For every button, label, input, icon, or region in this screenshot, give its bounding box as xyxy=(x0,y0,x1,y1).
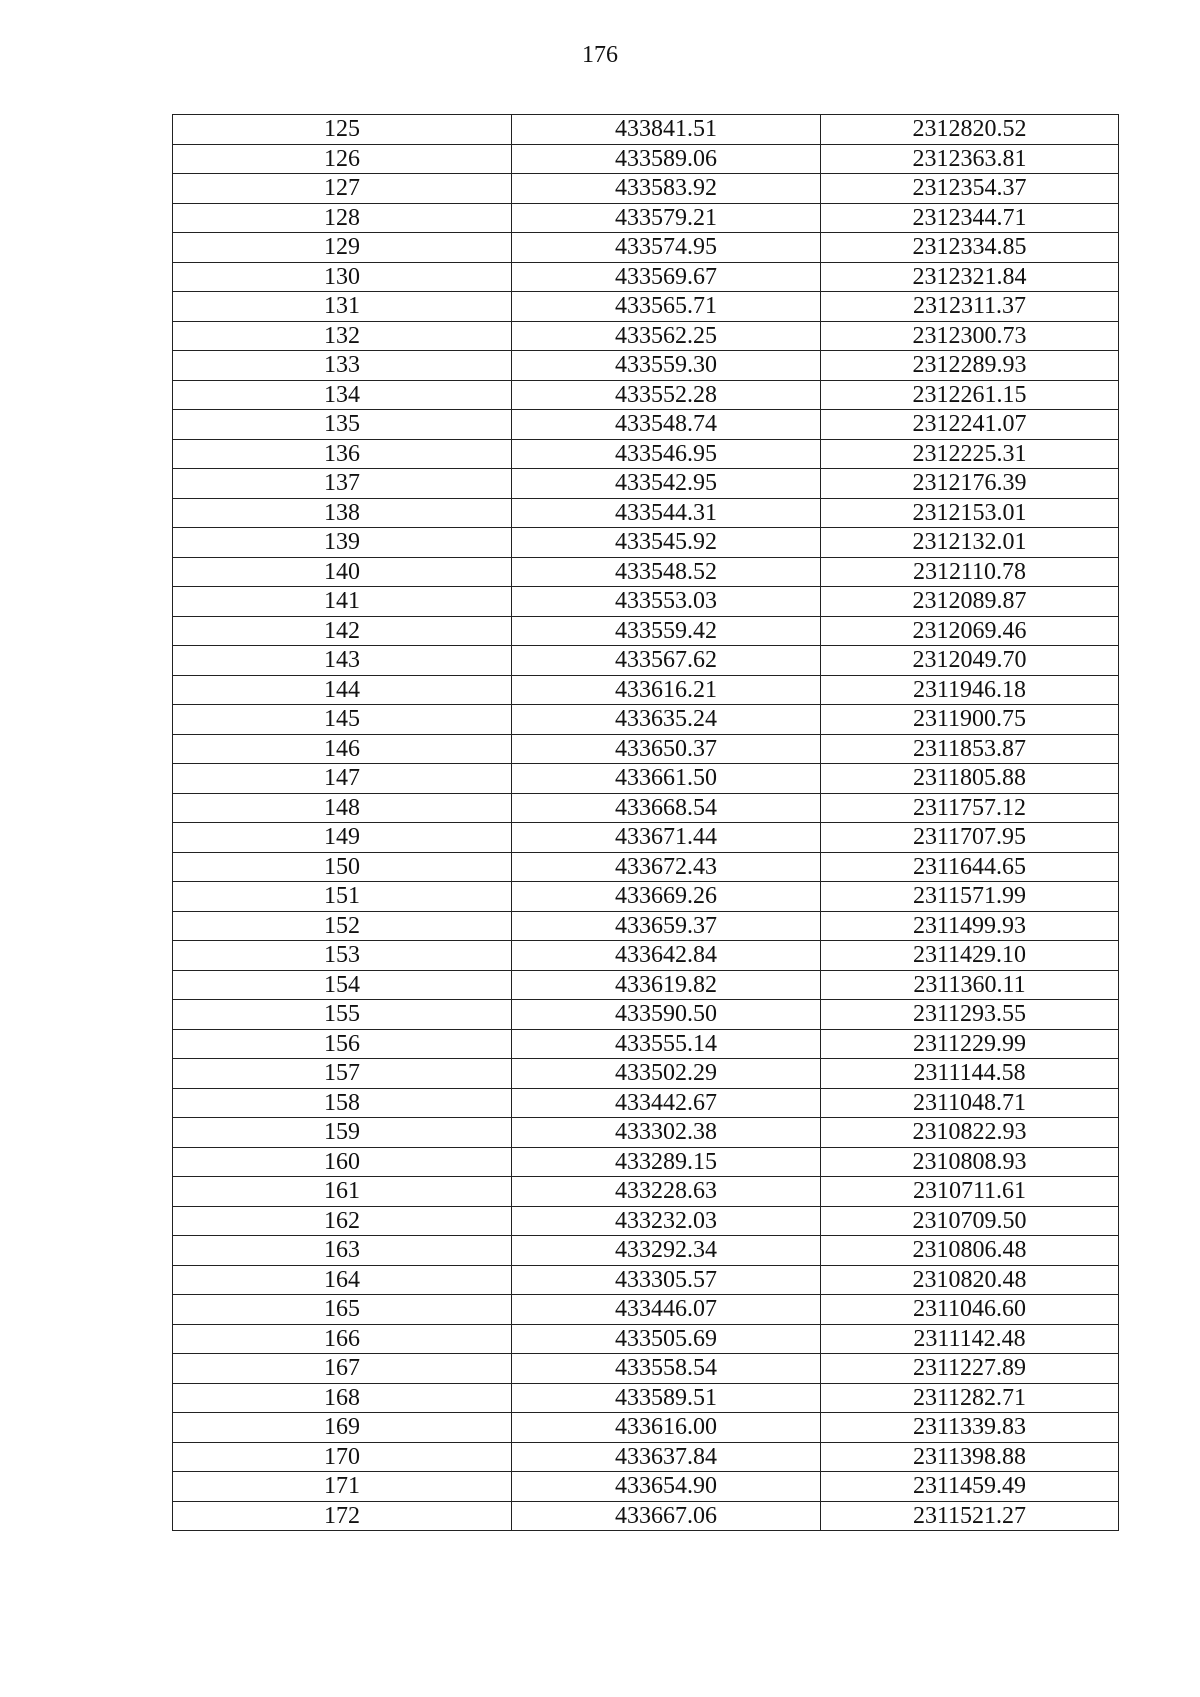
y-coordinate-cell: 2312261.15 xyxy=(821,380,1119,410)
point-number-cell: 172 xyxy=(173,1501,512,1531)
x-coordinate-cell: 433446.07 xyxy=(512,1295,821,1325)
point-number-cell: 130 xyxy=(173,262,512,292)
y-coordinate-cell: 2311227.89 xyxy=(821,1354,1119,1384)
x-coordinate-cell: 433545.92 xyxy=(512,528,821,558)
y-coordinate-cell: 2312241.07 xyxy=(821,410,1119,440)
point-number-cell: 159 xyxy=(173,1118,512,1148)
y-coordinate-cell: 2311644.65 xyxy=(821,852,1119,882)
table-row xyxy=(173,203,1119,233)
x-coordinate-cell: 433502.29 xyxy=(512,1059,821,1089)
table-row xyxy=(173,174,1119,204)
x-coordinate-cell: 433669.26 xyxy=(512,882,821,912)
table-row xyxy=(173,1354,1119,1384)
point-number-cell: 134 xyxy=(173,380,512,410)
y-coordinate-cell: 2310822.93 xyxy=(821,1118,1119,1148)
point-number-cell: 163 xyxy=(173,1236,512,1266)
table-row xyxy=(173,587,1119,617)
x-coordinate-cell: 433548.52 xyxy=(512,557,821,587)
x-coordinate-cell: 433228.63 xyxy=(512,1177,821,1207)
x-coordinate-cell: 433544.31 xyxy=(512,498,821,528)
y-coordinate-cell: 2312354.37 xyxy=(821,174,1119,204)
x-coordinate-cell: 433442.67 xyxy=(512,1088,821,1118)
coordinates-table-body xyxy=(173,115,1119,1531)
point-number-cell: 146 xyxy=(173,734,512,764)
table-row xyxy=(173,380,1119,410)
table-row xyxy=(173,734,1119,764)
table-row xyxy=(173,1088,1119,1118)
point-number-cell: 125 xyxy=(173,115,512,145)
y-coordinate-cell: 2311282.71 xyxy=(821,1383,1119,1413)
table-row xyxy=(173,941,1119,971)
x-coordinate-cell: 433616.00 xyxy=(512,1413,821,1443)
table-row xyxy=(173,646,1119,676)
table-row xyxy=(173,852,1119,882)
point-number-cell: 128 xyxy=(173,203,512,233)
x-coordinate-cell: 433569.67 xyxy=(512,262,821,292)
x-coordinate-cell: 433558.54 xyxy=(512,1354,821,1384)
point-number-cell: 131 xyxy=(173,292,512,322)
y-coordinate-cell: 2312334.85 xyxy=(821,233,1119,263)
point-number-cell: 150 xyxy=(173,852,512,882)
point-number-cell: 142 xyxy=(173,616,512,646)
table-row xyxy=(173,144,1119,174)
y-coordinate-cell: 2311459.49 xyxy=(821,1472,1119,1502)
table-row xyxy=(173,970,1119,1000)
table-row xyxy=(173,1383,1119,1413)
table-row xyxy=(173,262,1119,292)
x-coordinate-cell: 433589.51 xyxy=(512,1383,821,1413)
y-coordinate-cell: 2312344.71 xyxy=(821,203,1119,233)
y-coordinate-cell: 2312289.93 xyxy=(821,351,1119,381)
point-number-cell: 167 xyxy=(173,1354,512,1384)
y-coordinate-cell: 2311293.55 xyxy=(821,1000,1119,1030)
y-coordinate-cell: 2312089.87 xyxy=(821,587,1119,617)
point-number-cell: 158 xyxy=(173,1088,512,1118)
table-row xyxy=(173,705,1119,735)
point-number-cell: 153 xyxy=(173,941,512,971)
point-number-cell: 152 xyxy=(173,911,512,941)
x-coordinate-cell: 433232.03 xyxy=(512,1206,821,1236)
point-number-cell: 166 xyxy=(173,1324,512,1354)
point-number-cell: 171 xyxy=(173,1472,512,1502)
x-coordinate-cell: 433841.51 xyxy=(512,115,821,145)
y-coordinate-cell: 2312110.78 xyxy=(821,557,1119,587)
x-coordinate-cell: 433590.50 xyxy=(512,1000,821,1030)
point-number-cell: 133 xyxy=(173,351,512,381)
y-coordinate-cell: 2310709.50 xyxy=(821,1206,1119,1236)
y-coordinate-cell: 2311360.11 xyxy=(821,970,1119,1000)
table-row xyxy=(173,410,1119,440)
x-coordinate-cell: 433619.82 xyxy=(512,970,821,1000)
x-coordinate-cell: 433672.43 xyxy=(512,852,821,882)
y-coordinate-cell: 2312321.84 xyxy=(821,262,1119,292)
x-coordinate-cell: 433553.03 xyxy=(512,587,821,617)
x-coordinate-cell: 433654.90 xyxy=(512,1472,821,1502)
y-coordinate-cell: 2311521.27 xyxy=(821,1501,1119,1531)
point-number-cell: 161 xyxy=(173,1177,512,1207)
point-number-cell: 156 xyxy=(173,1029,512,1059)
point-number-cell: 169 xyxy=(173,1413,512,1443)
x-coordinate-cell: 433589.06 xyxy=(512,144,821,174)
table-row xyxy=(173,1236,1119,1266)
point-number-cell: 168 xyxy=(173,1383,512,1413)
y-coordinate-cell: 2311142.48 xyxy=(821,1324,1119,1354)
table-row xyxy=(173,1029,1119,1059)
table-row xyxy=(173,1265,1119,1295)
y-coordinate-cell: 2312132.01 xyxy=(821,528,1119,558)
table-row xyxy=(173,321,1119,351)
x-coordinate-cell: 433642.84 xyxy=(512,941,821,971)
x-coordinate-cell: 433559.30 xyxy=(512,351,821,381)
y-coordinate-cell: 2311853.87 xyxy=(821,734,1119,764)
x-coordinate-cell: 433542.95 xyxy=(512,469,821,499)
y-coordinate-cell: 2311805.88 xyxy=(821,764,1119,794)
y-coordinate-cell: 2312069.46 xyxy=(821,616,1119,646)
x-coordinate-cell: 433548.74 xyxy=(512,410,821,440)
x-coordinate-cell: 433574.95 xyxy=(512,233,821,263)
x-coordinate-cell: 433302.38 xyxy=(512,1118,821,1148)
y-coordinate-cell: 2311339.83 xyxy=(821,1413,1119,1443)
y-coordinate-cell: 2311046.60 xyxy=(821,1295,1119,1325)
y-coordinate-cell: 2311946.18 xyxy=(821,675,1119,705)
point-number-cell: 141 xyxy=(173,587,512,617)
x-coordinate-cell: 433635.24 xyxy=(512,705,821,735)
point-number-cell: 170 xyxy=(173,1442,512,1472)
x-coordinate-cell: 433671.44 xyxy=(512,823,821,853)
x-coordinate-cell: 433667.06 xyxy=(512,1501,821,1531)
x-coordinate-cell: 433505.69 xyxy=(512,1324,821,1354)
x-coordinate-cell: 433289.15 xyxy=(512,1147,821,1177)
table-row xyxy=(173,823,1119,853)
y-coordinate-cell: 2310806.48 xyxy=(821,1236,1119,1266)
y-coordinate-cell: 2311429.10 xyxy=(821,941,1119,971)
table-row xyxy=(173,1501,1119,1531)
point-number-cell: 127 xyxy=(173,174,512,204)
x-coordinate-cell: 433552.28 xyxy=(512,380,821,410)
y-coordinate-cell: 2312820.52 xyxy=(821,115,1119,145)
x-coordinate-cell: 433567.62 xyxy=(512,646,821,676)
x-coordinate-cell: 433559.42 xyxy=(512,616,821,646)
table-row xyxy=(173,616,1119,646)
table-row xyxy=(173,1442,1119,1472)
x-coordinate-cell: 433583.92 xyxy=(512,174,821,204)
table-row xyxy=(173,469,1119,499)
point-number-cell: 147 xyxy=(173,764,512,794)
coordinates-table xyxy=(172,114,1119,1531)
table-row xyxy=(173,439,1119,469)
y-coordinate-cell: 2312300.73 xyxy=(821,321,1119,351)
x-coordinate-cell: 433555.14 xyxy=(512,1029,821,1059)
y-coordinate-cell: 2311144.58 xyxy=(821,1059,1119,1089)
table-row xyxy=(173,1118,1119,1148)
point-number-cell: 135 xyxy=(173,410,512,440)
y-coordinate-cell: 2310808.93 xyxy=(821,1147,1119,1177)
point-number-cell: 139 xyxy=(173,528,512,558)
point-number-cell: 149 xyxy=(173,823,512,853)
table-row xyxy=(173,1177,1119,1207)
page-number: 176 xyxy=(582,42,618,68)
table-row xyxy=(173,1206,1119,1236)
table-row xyxy=(173,292,1119,322)
y-coordinate-cell: 2311707.95 xyxy=(821,823,1119,853)
x-coordinate-cell: 433546.95 xyxy=(512,439,821,469)
point-number-cell: 157 xyxy=(173,1059,512,1089)
point-number-cell: 162 xyxy=(173,1206,512,1236)
y-coordinate-cell: 2311499.93 xyxy=(821,911,1119,941)
table-row xyxy=(173,1059,1119,1089)
point-number-cell: 126 xyxy=(173,144,512,174)
point-number-cell: 143 xyxy=(173,646,512,676)
point-number-cell: 140 xyxy=(173,557,512,587)
y-coordinate-cell: 2311900.75 xyxy=(821,705,1119,735)
table-row xyxy=(173,233,1119,263)
point-number-cell: 151 xyxy=(173,882,512,912)
table-row xyxy=(173,351,1119,381)
x-coordinate-cell: 433659.37 xyxy=(512,911,821,941)
table-row xyxy=(173,764,1119,794)
table-row xyxy=(173,882,1119,912)
table-row xyxy=(173,528,1119,558)
table-row xyxy=(173,911,1119,941)
x-coordinate-cell: 433305.57 xyxy=(512,1265,821,1295)
table-row xyxy=(173,1472,1119,1502)
y-coordinate-cell: 2311571.99 xyxy=(821,882,1119,912)
point-number-cell: 132 xyxy=(173,321,512,351)
point-number-cell: 164 xyxy=(173,1265,512,1295)
table-row xyxy=(173,1147,1119,1177)
y-coordinate-cell: 2312176.39 xyxy=(821,469,1119,499)
x-coordinate-cell: 433565.71 xyxy=(512,292,821,322)
point-number-cell: 155 xyxy=(173,1000,512,1030)
point-number-cell: 160 xyxy=(173,1147,512,1177)
table-row xyxy=(173,1295,1119,1325)
table-row xyxy=(173,1324,1119,1354)
point-number-cell: 165 xyxy=(173,1295,512,1325)
y-coordinate-cell: 2310711.61 xyxy=(821,1177,1119,1207)
y-coordinate-cell: 2312153.01 xyxy=(821,498,1119,528)
point-number-cell: 129 xyxy=(173,233,512,263)
y-coordinate-cell: 2312225.31 xyxy=(821,439,1119,469)
table-row xyxy=(173,1413,1119,1443)
x-coordinate-cell: 433668.54 xyxy=(512,793,821,823)
point-number-cell: 137 xyxy=(173,469,512,499)
y-coordinate-cell: 2311048.71 xyxy=(821,1088,1119,1118)
y-coordinate-cell: 2312363.81 xyxy=(821,144,1119,174)
table-row xyxy=(173,557,1119,587)
table-row xyxy=(173,115,1119,145)
y-coordinate-cell: 2311398.88 xyxy=(821,1442,1119,1472)
table-row xyxy=(173,675,1119,705)
point-number-cell: 145 xyxy=(173,705,512,735)
x-coordinate-cell: 433292.34 xyxy=(512,1236,821,1266)
y-coordinate-cell: 2311757.12 xyxy=(821,793,1119,823)
point-number-cell: 148 xyxy=(173,793,512,823)
x-coordinate-cell: 433650.37 xyxy=(512,734,821,764)
y-coordinate-cell: 2312311.37 xyxy=(821,292,1119,322)
x-coordinate-cell: 433562.25 xyxy=(512,321,821,351)
point-number-cell: 138 xyxy=(173,498,512,528)
table-row xyxy=(173,793,1119,823)
table-row xyxy=(173,1000,1119,1030)
table-row xyxy=(173,498,1119,528)
x-coordinate-cell: 433616.21 xyxy=(512,675,821,705)
x-coordinate-cell: 433637.84 xyxy=(512,1442,821,1472)
point-number-cell: 154 xyxy=(173,970,512,1000)
x-coordinate-cell: 433579.21 xyxy=(512,203,821,233)
point-number-cell: 136 xyxy=(173,439,512,469)
point-number-cell: 144 xyxy=(173,675,512,705)
x-coordinate-cell: 433661.50 xyxy=(512,764,821,794)
y-coordinate-cell: 2311229.99 xyxy=(821,1029,1119,1059)
y-coordinate-cell: 2310820.48 xyxy=(821,1265,1119,1295)
y-coordinate-cell: 2312049.70 xyxy=(821,646,1119,676)
